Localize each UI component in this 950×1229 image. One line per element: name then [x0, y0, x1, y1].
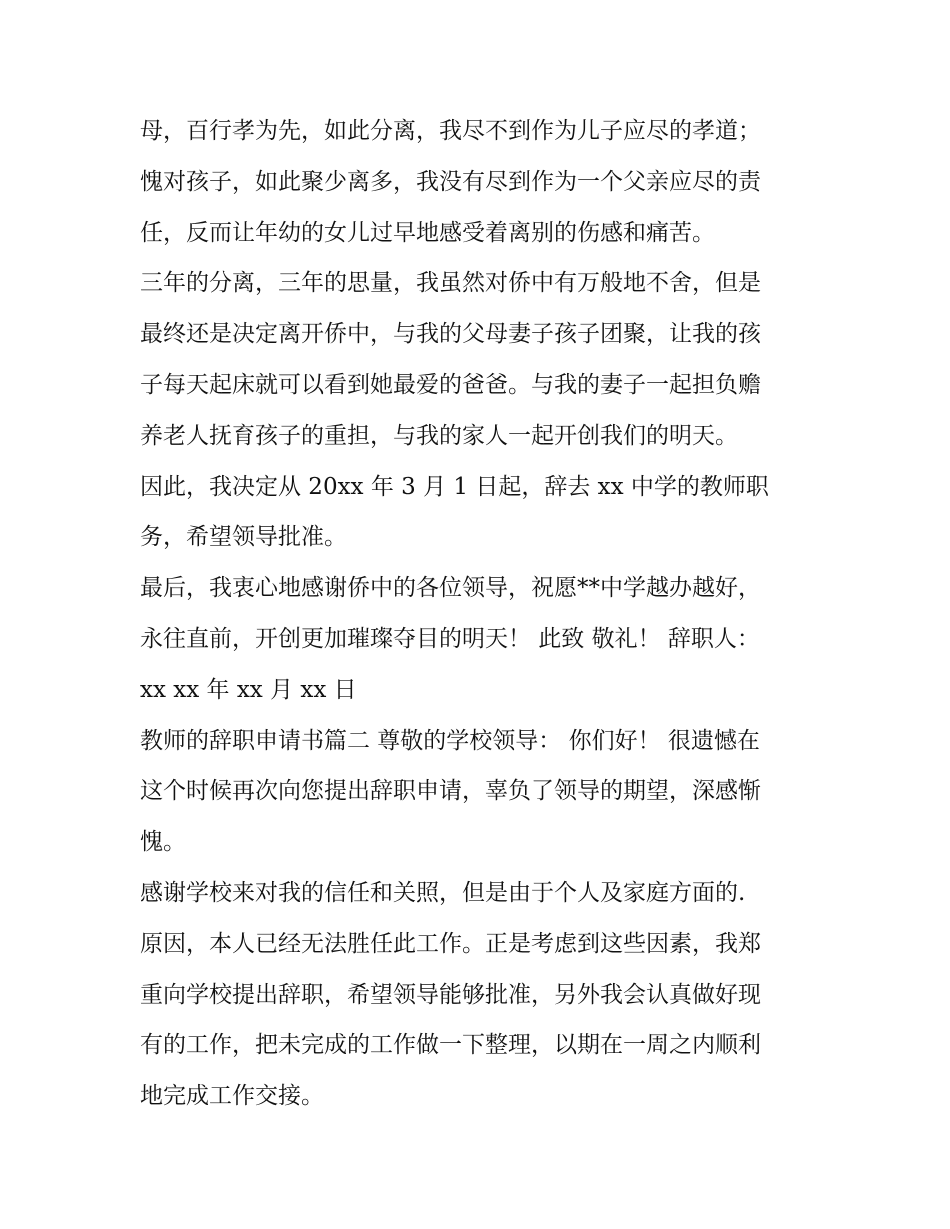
document-body: [140, 106, 820, 1122]
text-line: 因此，我决定从 20xx 年 3 月 1 日起，辞去 xx 中学的教师职: [140, 473, 769, 500]
text-line: 愧。: [140, 829, 186, 856]
text-line: 最后，我衷心地感谢侨中的各位领导，祝愿**中学越办越好，: [140, 575, 761, 602]
text-line: 最终还是决定离开侨中，与我的父母妻子孩子团聚，让我的孩: [140, 321, 761, 348]
text-line: 三年的分离，三年的思量，我虽然对侨中有万般地不舍，但是: [140, 270, 761, 297]
text-line: 有的工作，把未完成的工作做一下整理，以期在一周之内顺利: [140, 1032, 761, 1059]
text-line: 养老人抚育孩子的重担，与我的家人一起开创我们的明天。: [140, 422, 738, 449]
text-line: 感谢学校来对我的信任和关照，但是由于个人及家庭方面的.: [140, 879, 746, 906]
text-line: xx xx 年 xx 月 xx 日: [140, 676, 357, 703]
text-line: 教师的辞职申请书篇二 尊敬的学校领导： 你们好！ 很遗憾在: [140, 727, 760, 754]
text-line: 这个时候再次向您提出辞职申请，辜负了领导的期望，深感惭: [140, 778, 761, 805]
text-line: 重向学校提出辞职，希望领导能够批准，另外我会认真做好现: [140, 981, 761, 1008]
text-line: 原因，本人已经无法胜任此工作。正是考虑到这些因素，我郑: [140, 930, 761, 957]
text-line: 务，希望领导批准。: [140, 524, 347, 551]
text-line: 子每天起床就可以看到她最爱的爸爸。与我的妻子一起担负赡: [140, 371, 761, 398]
text-line: 地完成工作交接。: [140, 1083, 324, 1110]
text-line: 任，反而让年幼的女儿过早地感受着离别的伤感和痛苦。: [140, 219, 715, 246]
text-line: 愧对孩子，如此聚少离多，我没有尽到作为一个父亲应尽的责: [140, 168, 761, 195]
text-line: 永往直前，开创更加璀璨夺目的明天！ 此致 敬礼！ 辞职人：: [140, 625, 760, 652]
text-line: 母，百行孝为先，如此分离，我尽不到作为儿子应尽的孝道；: [140, 118, 761, 144]
